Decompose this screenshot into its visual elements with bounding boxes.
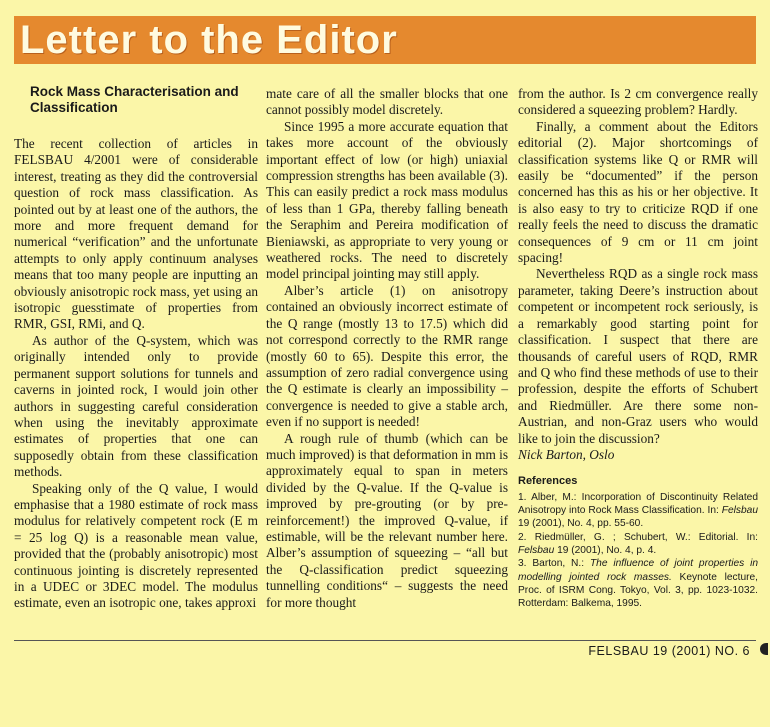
footer-journal-info: FELSBAU 19 (2001) NO. 6 (588, 644, 750, 658)
references-list (518, 491, 758, 611)
column-1 (14, 84, 258, 612)
paragraph: As author of the Q-system, which was originally intended only to provide permanent support solutions for tunnels and caverns in jointed rock, I would join other authors in suggesting careful consideration when using the inevitably approximate estimates of properties that one can supposedly obtain from these classification methods. (14, 332, 258, 480)
header-banner (14, 16, 756, 64)
references-heading: References (518, 475, 578, 488)
paragraph: Finally, a comment about the Editors editorial (2). Major shortcomings of classification systems like Q or RMR will easily be “documented” if the person concerned has this as his or her objective. It is also easy to try to criticize RQD if one really feels the need to discuss the dramatic consequences of 9 cm or 11 cm joint spacing! (518, 118, 758, 266)
column-2 (266, 86, 508, 611)
paragraph: Alber’s article (1) on anisotropy contained an obviously incorrect estimate of the Q range (mostly 13 to 17.5) which did not correspond correctly to the RMR range (mostly 60 to 65). Despite this error, the assumption of zero radial convergence using the Q estimate is clearly an impossibility – convergence is needed to give a stable arch, even if no support is needed! (266, 282, 508, 430)
page-edge-mark (760, 643, 768, 655)
paragraph-split-start: A rough rule of thumb (which can be much improved) is that deformation in mm is approximately equal to span in meters divided by the Q-value. If the Q-value is improved by pre-grouting (or by pre-reinforcement!) the improved Q-value, if estimable, will be the relevant number here. Alber’s assumption of squeezing – “all but the Q-classification predict squeezing tunnelling conditions“ – suggests the need for more thought (266, 430, 508, 610)
paragraph: Since 1995 a more accurate equation that takes more account of the obviously important effect of low (or high) uniaxial compression strengths has been available (3). This can easily predict a rock mass modulus of less than 1 GPa, thereby falling beneath the Seraphim and Pereira modification of Bieniawski, as appropriate to very young or weathered rocks. The need to discretely model principal jointing may still apply. (266, 118, 508, 282)
paragraph: The recent collection of articles in FELSBAU 4/2001 were of considerable interest, treating as they did the controversial question of rock mass classification. As pointed out by at least one of the authors, the more and more frequent demand for numerical “verification” and the unfortunate attempts to only apply continuum analyses means that too many people are inputting an obviously anisotropic rock mass, yet using an isotropic guesstimate of properties from RMR, GSI, RMi, and Q. (14, 136, 258, 332)
column-3 (518, 86, 758, 610)
reference-item: 1. Alber, M.: Incorporation of Discontinuity Related Anisotropy into Rock Mass Classification. In: Felsbau 19 (2001), No. 4, pp. 55-60. (518, 491, 758, 530)
paragraph-split-start: Speaking only of the Q value, I would emphasise that a 1980 estimate of rock mass modulus for relatively competent rock (E m = 25 log Q) is a reasonable mean value, provided that the (probably anisotropic) most continuous jointing is discretely represented in a UDEC or 3DEC model. The modulus estimate, even an isotropic one, takes approxi (14, 480, 258, 611)
article-title: Rock Mass Characterisation and Classification (30, 84, 239, 115)
reference-item: 2. Riedmüller, G. ; Schubert, W.: Editorial. In: Felsbau 19 (2001), No. 4, p. 4. (518, 531, 758, 556)
page-title: Letter to the Editor (20, 18, 398, 62)
paragraph-split-end: mate care of all the smaller blocks that one cannot possibly model discretely. (266, 86, 508, 118)
paragraph: Nevertheless RQD as a single rock mass parameter, taking Deere’s instruction about competent or incompetent rock seriously, is a remarkably good starting point for classification. I suspect that there are thousands of careful users of RQD, RMR and Q who find these methods of use to their profession, despite the efforts of Schubert and Riedmüller. Are there some non-Austrian, and non-Graz users who would like to join the discussion? (518, 266, 758, 446)
reference-item: 3. Barton, N.: The influence of joint properties in modelling jointed rock masses. Keynote lecture, Proc. of ISRM Cong. Tokyo, Vol. 3, pp. 1023-1032. Rotterdam: Balkema, 1995. (518, 558, 759, 610)
signature: Nick Barton, Oslo (518, 446, 615, 462)
footer-rule (14, 640, 756, 641)
paragraph-split-end: from the author. Is 2 cm convergence really considered a squeezing problem? Hardly. (518, 86, 758, 118)
